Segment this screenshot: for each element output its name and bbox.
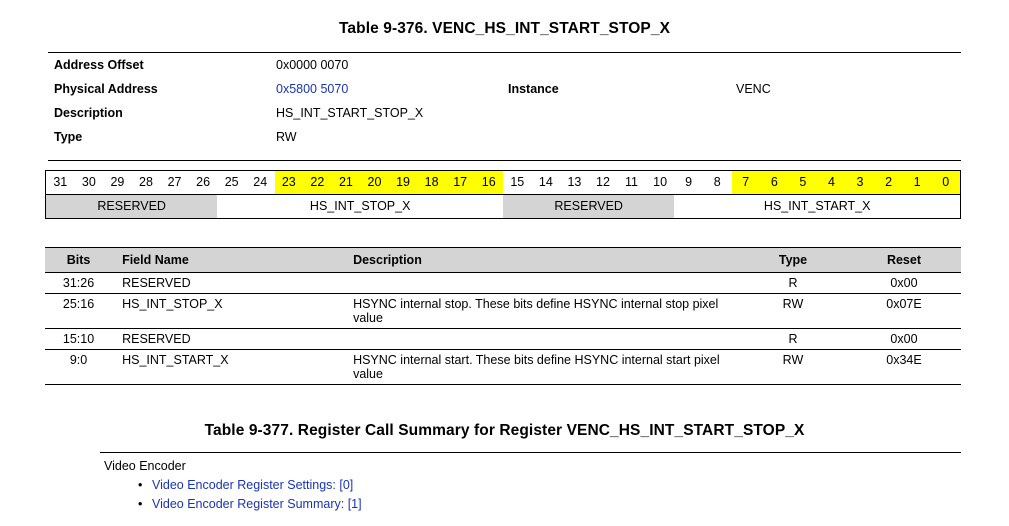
bit-number: 15 [510, 175, 525, 189]
cell-bits: 15:10 [45, 329, 112, 350]
bit-number: 16 [474, 171, 503, 194]
bit-number: 20 [360, 171, 389, 194]
bit-field-map [45, 170, 961, 219]
bit-number-row [46, 171, 960, 195]
list-item [152, 476, 961, 495]
address-offset-value: 0x0000 0070 [276, 58, 349, 72]
page-title: Table 9-376. VENC_HS_INT_START_STOP_X [338, 20, 671, 37]
cell-field-name: RESERVED [112, 329, 347, 350]
cell-field-name: RESERVED [112, 273, 347, 294]
cell-type: R [739, 329, 847, 350]
header-description: Description [347, 248, 739, 273]
cell-type: RW [739, 294, 847, 329]
bit-field-name: RESERVED [503, 195, 674, 218]
bit-number: 8 [713, 175, 721, 189]
cell-bits: 31:26 [45, 273, 112, 294]
instance-label: Instance [508, 82, 559, 96]
bit-number: 11 [625, 175, 639, 189]
bit-number: 6 [760, 171, 789, 194]
bit-number: 10 [653, 175, 668, 189]
bit-number: 23 [275, 171, 304, 194]
register-call-summary [100, 452, 961, 514]
bit-number: 22 [303, 171, 332, 194]
bit-number: 19 [389, 171, 418, 194]
cell-description: HSYNC internal stop. These bits define HSYNC internal stop pixel value [347, 294, 739, 329]
bit-number: 31 [53, 175, 68, 189]
info-row-description [48, 106, 961, 130]
bit-field-name: RESERVED [46, 195, 217, 218]
type-value: RW [276, 130, 297, 144]
instance-value: VENC [736, 82, 771, 96]
header-bits: Bits [45, 248, 112, 273]
bit-number: 26 [196, 175, 211, 189]
summary-link[interactable]: Video Encoder Register Settings: [0] [152, 478, 354, 492]
cell-description [347, 273, 739, 294]
bit-number: 1 [903, 171, 932, 194]
bit-number: 25 [224, 175, 239, 189]
description-label: Description [54, 106, 123, 120]
table-header-row [45, 248, 961, 273]
bit-number: 3 [846, 171, 875, 194]
info-row-address-offset [48, 58, 961, 82]
info-row-type [48, 130, 961, 154]
cell-description: HSYNC internal start. These bits define HSYNC internal start pixel value [347, 350, 739, 385]
cell-type: R [739, 273, 847, 294]
bit-number: 12 [596, 175, 610, 189]
bit-number: 17 [446, 171, 475, 194]
cell-field-name: HS_INT_STOP_X [112, 294, 347, 329]
cell-reset: 0x00 [847, 329, 961, 350]
bit-number: 13 [567, 175, 582, 189]
bit-number: 4 [817, 171, 846, 194]
bit-number: 28 [139, 175, 153, 189]
bit-number: 29 [110, 175, 125, 189]
table-row [45, 294, 961, 329]
list-item [152, 495, 961, 514]
summary-link[interactable]: Video Encoder Register Summary: [1] [152, 497, 362, 511]
cell-reset: 0x34E [847, 350, 961, 385]
header-field-name: Field Name [112, 248, 347, 273]
cell-reset: 0x00 [847, 273, 961, 294]
description-value: HS_INT_START_STOP_X [276, 106, 424, 120]
bit-field-name: HS_INT_START_X [763, 199, 871, 213]
bit-field-name: HS_INT_STOP_X [309, 199, 411, 213]
table-row [45, 350, 961, 385]
bit-field-name-row [46, 195, 960, 218]
bit-number: 21 [332, 171, 361, 194]
call-summary-title: Table 9-377. Register Call Summary for Register VENC_HS_INT_START_STOP_X [204, 422, 805, 439]
bit-number: 9 [685, 175, 693, 189]
table-row [45, 273, 961, 294]
type-label: Type [54, 130, 83, 144]
cell-field-name: HS_INT_START_X [112, 350, 347, 385]
cell-description [347, 329, 739, 350]
bit-number: 2 [874, 171, 903, 194]
field-description-table [45, 247, 961, 385]
bit-number: 5 [789, 171, 818, 194]
summary-heading: Video Encoder [104, 459, 186, 473]
cell-bits: 25:16 [45, 294, 112, 329]
physical-address-label: Physical Address [54, 82, 158, 96]
physical-address-value[interactable]: 0x5800 5070 [276, 82, 349, 96]
cell-bits: 9:0 [45, 350, 112, 385]
bit-number: 0 [931, 171, 960, 194]
address-offset-label: Address Offset [54, 58, 144, 72]
cell-type: RW [739, 350, 847, 385]
bit-number: 27 [167, 175, 182, 189]
header-reset: Reset [847, 248, 961, 273]
summary-link-list [100, 476, 961, 514]
cell-reset: 0x07E [847, 294, 961, 329]
header-type: Type [739, 248, 847, 273]
bit-number: 7 [732, 171, 761, 194]
bit-number: 30 [81, 175, 96, 189]
bit-number: 24 [253, 175, 268, 189]
register-info-block [48, 52, 961, 161]
table-row [45, 329, 961, 350]
bit-number: 14 [538, 175, 553, 189]
bit-number: 18 [417, 171, 446, 194]
info-row-physical-address [48, 82, 961, 106]
